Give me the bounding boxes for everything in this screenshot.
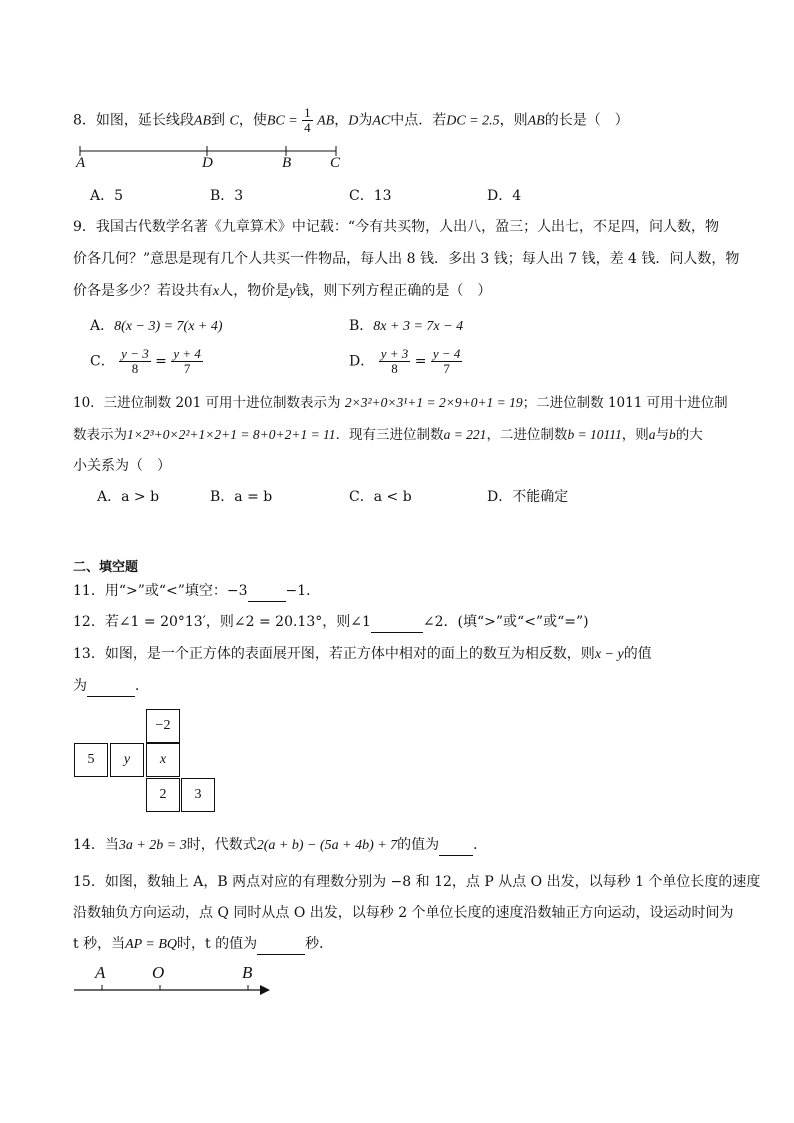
point-label-b: B [282, 155, 292, 171]
q9-option-c[interactable]: C． $\frac{y - 3}{8}$ = $\frac{y + 4}{7}$ [90, 346, 201, 376]
q10-line-1: 10．三进位制数 201 可用十进位制数表示为 2×3²+0×3¹+1 = 2×9+0+1 = 19；二进位制数 1011 可用十进位制 [73, 395, 728, 411]
cube-face-5: 5 [74, 743, 108, 777]
q14-answer-blank[interactable] [439, 835, 473, 856]
section-heading: 二、填空题 [73, 560, 139, 575]
q11-answer-blank[interactable] [248, 581, 286, 602]
q13-line-2: 为 ． [73, 676, 149, 697]
q8-option-d[interactable]: D．4 [487, 188, 522, 204]
number-line-label-o: O [152, 963, 165, 982]
q10-line-3: 小关系为（ ） [73, 458, 171, 474]
q10-option-c[interactable]: C．a < b [349, 489, 412, 505]
cube-face-y: y [110, 743, 144, 777]
q8-option-b[interactable]: B．3 [210, 188, 244, 204]
q10-option-d[interactable]: D．不能确定 [487, 489, 569, 505]
q15-line-2: 沿数轴负方向运动，点 Q 同时从点 O 出发，以每秒 2 个单位长度的速度沿数轴正方向运动，设运动时间为 [73, 905, 734, 921]
cube-face-3: 3 [181, 778, 215, 812]
point-label-a: A [76, 155, 86, 171]
q15-line-1: 15．如图，数轴上 A，B 两点对应的有理数分别为 −8 和 12，点 P 从点 O 出发，以每秒 1 个单位长度的速度 [73, 874, 761, 890]
q15-answer-blank[interactable] [257, 934, 305, 955]
cube-face-neg2: −2 [146, 709, 180, 743]
q8-option-c[interactable]: C．13 [349, 188, 392, 204]
q12-answer-blank[interactable] [371, 612, 423, 633]
q9-option-a[interactable]: A．8(x − 3) = 7(x + 4) [90, 318, 223, 334]
q9-line-1: 9．我国古代数学名著《九章算术》中记载：“今有共买物，人出八，盈三；人出七，不足四，问人数，物 [73, 219, 720, 235]
q14: 14．当3a + 2b = 3时，代数式2(a + b) − (5a + 4b) + 7的值为 ． [73, 835, 487, 856]
q15-number-line [72, 980, 277, 1000]
q10-option-a[interactable]: A．a > b [97, 489, 160, 505]
q11: 11．用“>”或“<”填空：−3 −1． [73, 581, 320, 602]
q9-option-d[interactable]: D． $\frac{y + 3}{8}$ = $\frac{y - 4}{7}$ [349, 346, 461, 376]
fraction: $\frac{1}{4}$ [304, 105, 311, 135]
cube-face-x: x [146, 743, 180, 777]
q9-option-b[interactable]: B．8x + 3 = 7x − 4 [349, 318, 464, 334]
number-line-label-b: B [242, 963, 253, 982]
q10-line-2: 数表示为1×2³+0×2²+1×2+1 = 8+0+2+1 = 11．现有三进位制数a = 221，二进位制数b = 10111，则a与b的大 [73, 427, 703, 443]
q13-answer-blank[interactable] [87, 676, 135, 697]
q8-option-a[interactable]: A．5 [90, 188, 124, 204]
q9-line-2: 价各几何？”意思是现有几个人共买一件物品，每人出 8 钱．多出 3 钱；每人出 7 钱，差 4 钱．问人数，物 [73, 251, 740, 267]
q9-line-3: 价各是多少？若设共有x人，物价是y钱，则下列方程正确的是（ ） [73, 283, 492, 299]
number-line-label-a: A [95, 963, 106, 982]
q10-option-b[interactable]: B．a = b [210, 489, 273, 505]
cube-face-2: 2 [146, 778, 180, 812]
point-label-d: D [202, 155, 213, 171]
q15-line-3: t 秒，当AP = BQ时，t 的值为 秒． [73, 934, 333, 955]
q8-stem: 8．如图，延长线段AB到 C，使BC = $\frac{1}{4}$ AB，D为AC中点．若DC = 2.5，则AB的长是（ ） [73, 105, 629, 135]
point-label-c: C [330, 155, 341, 171]
q12: 12．若∠1 = 20°13′，则∠2 = 20.13°，则∠1 ∠2．(填“>”或“<”或“=”) [73, 612, 589, 633]
q13-line-1: 13．如图，是一个正方体的表面展开图，若正方体中相对的面上的数互为相反数，则x − y的值 [73, 646, 652, 662]
